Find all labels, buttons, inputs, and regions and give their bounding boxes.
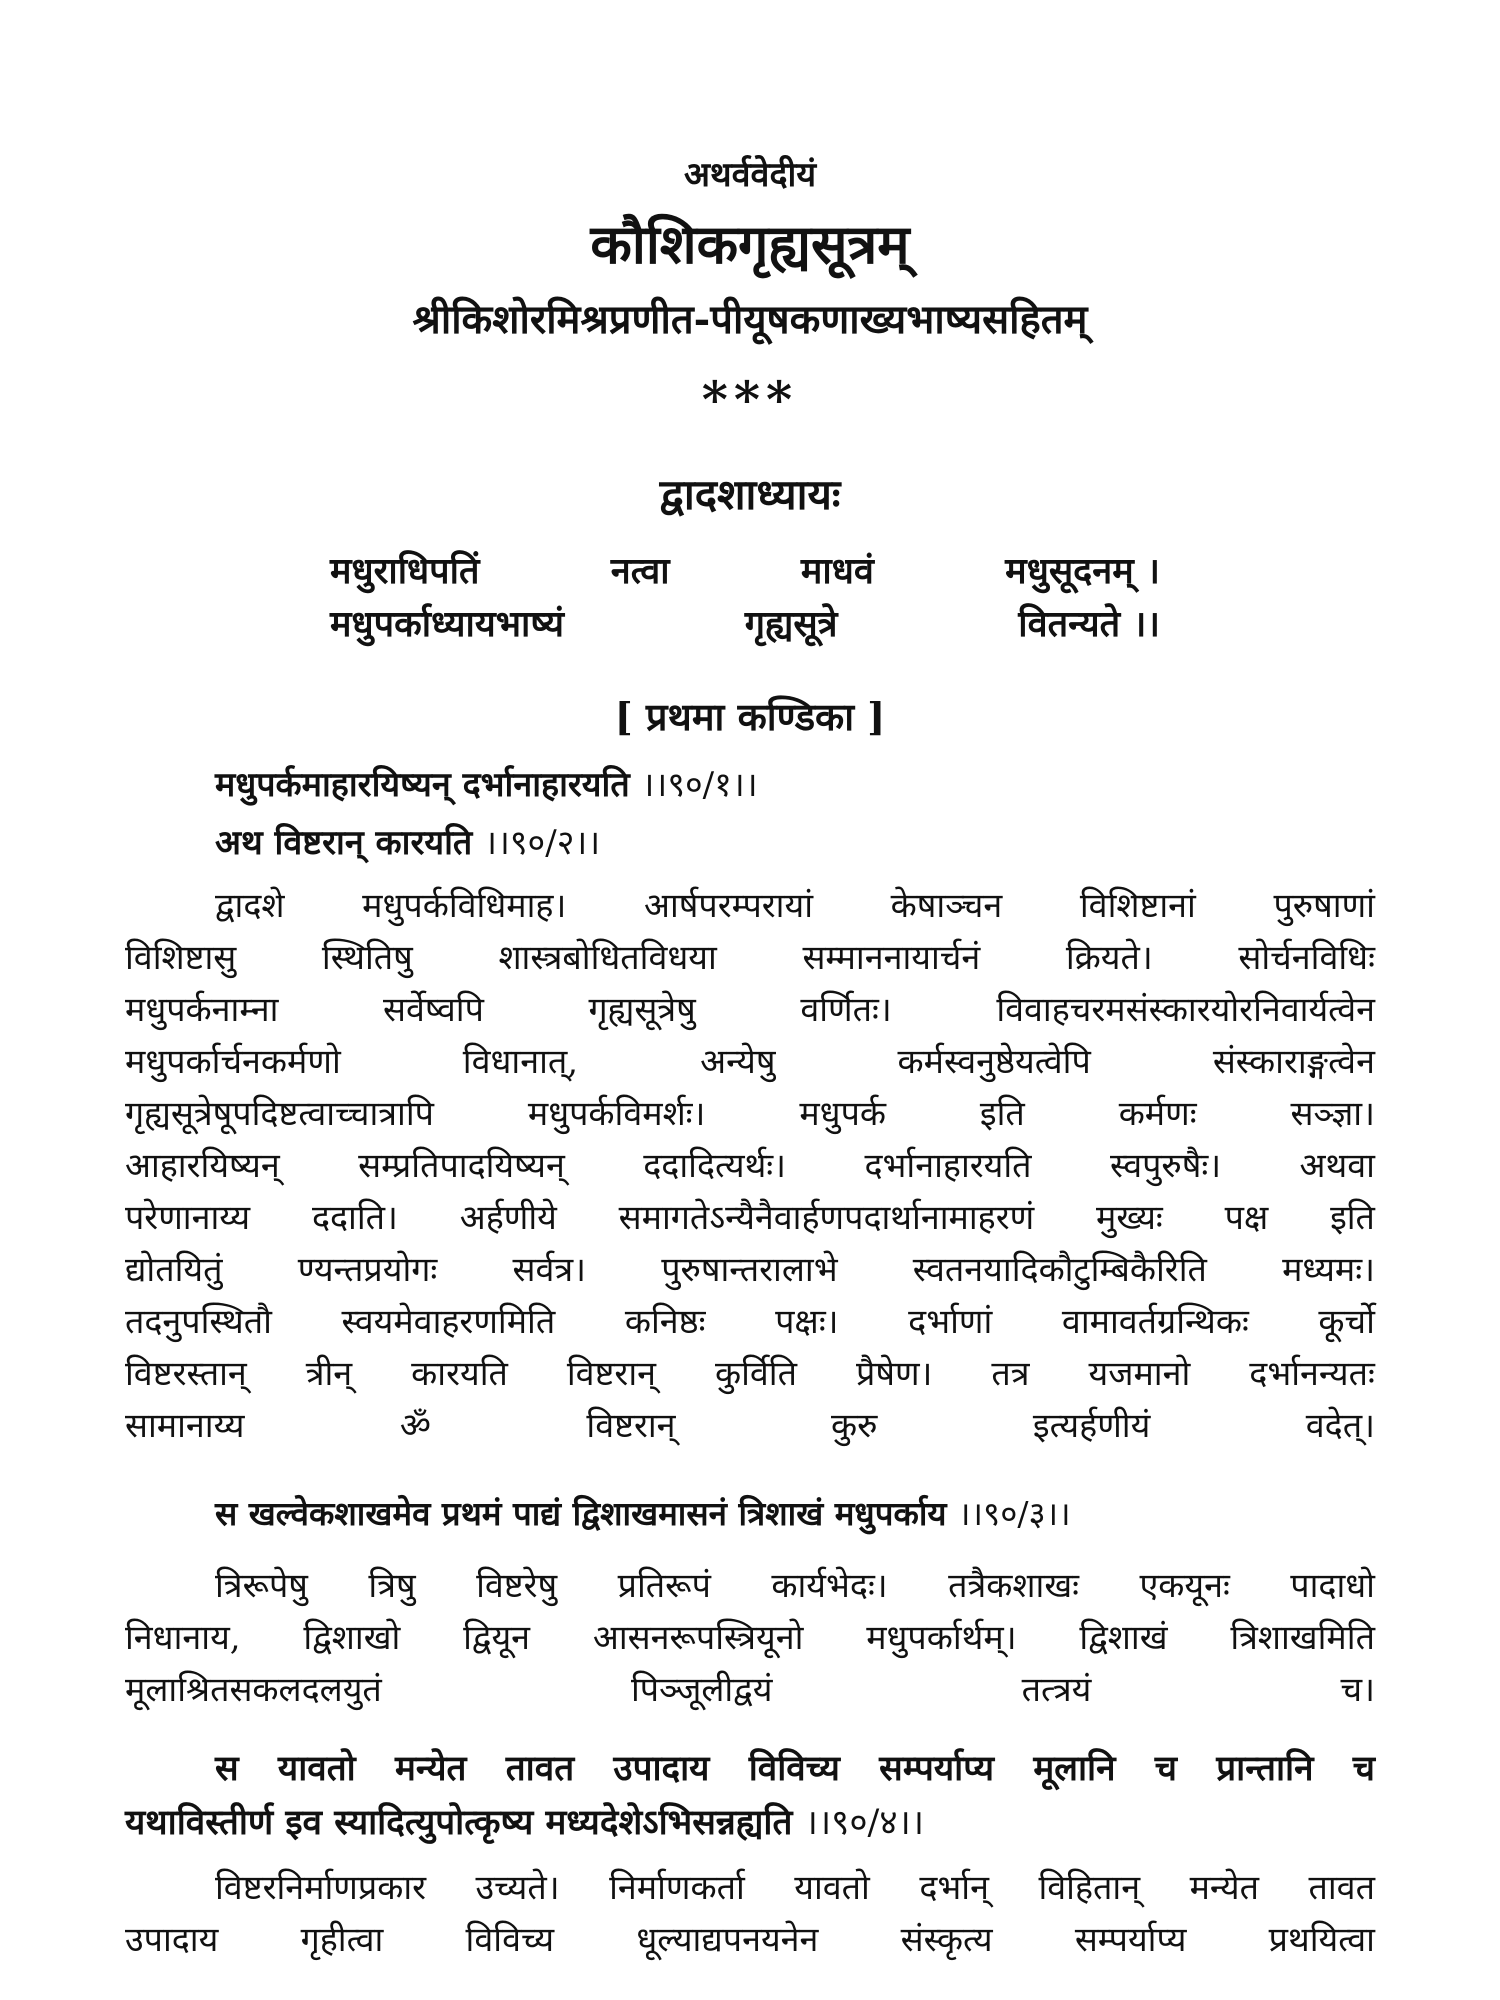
verse-word: माधवं (800, 550, 874, 592)
commentary-line: सामानाय्य ॐ विष्टरान् कुरु इत्यर्हणीयं वदेत्। (125, 1406, 1375, 1446)
commentary-line: तदनुपस्थितौ स्वयमेवाहरणमिति कनिष्ठः पक्षः। दर्भाणां वामावर्तग्रन्थिकः कूर्चो (125, 1302, 1375, 1342)
commentary-line: मूलाश्रितसकलदलयुतं पिञ्जूलीद्वयं तत्त्रयं च। (125, 1670, 1375, 1710)
sutra-text-line-2 (125, 1796, 1375, 1850)
commentary-line: मधुपर्कार्चनकर्मणो विधानात्, अन्येषु कर्मस्वनुष्ठेयत्वेपि संस्काराङ्गत्वेन (125, 1042, 1375, 1082)
sutra-number: ।।९०/१।। (641, 765, 758, 805)
sutra-1 (215, 760, 758, 806)
commentary-line: आहारयिष्यन् सम्प्रतिपादयिष्यन् ददादित्यर्थः। दर्भानाहारयति स्वपुरुषैः। अथवा (125, 1146, 1375, 1186)
book-title: कौशिकगृह्यसूत्रम् (590, 212, 910, 276)
verse-word: मधुसूदनम् । (1005, 550, 1160, 592)
verse-word: मधुराधिपतिं (330, 550, 480, 592)
sutra-number: ।।९०/४।। (804, 1803, 925, 1843)
sutra-text: स खल्वेकशाखमेव प्रथमं पाद्यं द्विशाखमासनं त्रिशाखं मधुपर्काय (215, 1494, 947, 1533)
sutra-number: ।।९०/२।। (484, 823, 601, 863)
commentary-line: निधानाय, द्विशाखो द्वियून आसनरूपस्त्रियूनो मधुपर्कार्थम्। द्विशाखं त्रिशाखमिति (125, 1618, 1375, 1658)
verse-word: मधुपर्काध्यायभाष्यं (330, 603, 565, 645)
sutra-4 (125, 1742, 1375, 1850)
verse-word: नत्वा (610, 550, 670, 592)
sutra-text: मधुपर्कमाहारयिष्यन् दर्भानाहारयति (215, 765, 630, 805)
sutra-text-line: स यावतो मन्येत तावत उपादाय विविच्य सम्पर्याप्य मूलानि च प्रान्तानि च (215, 1748, 1375, 1789)
verse-word: गृह्यसूत्रे (744, 603, 838, 645)
commentary-line: गृह्यसूत्रेषूपदिष्टत्वाच्चात्रापि मधुपर्कविमर्शः। मधुपर्क इति कर्मणः सञ्ज्ञा। (125, 1094, 1375, 1134)
verse-word: वितन्यते ।। (1018, 603, 1160, 645)
commentary-line: द्योतयितुं ण्यन्तप्रयोगः सर्वत्र। पुरुषान्तरालाभे स्वतनयादिकौटुम्बिकैरिति मध्यमः। (125, 1250, 1375, 1290)
commentary-paragraph-2 (125, 1560, 1375, 1716)
sutra-text: यथाविस्तीर्ण इव स्यादित्युपोत्कृष्य मध्यदेशेऽभिसन्नह्यति (125, 1802, 793, 1843)
commentary-paragraph-3 (125, 1862, 1375, 1966)
commentary-line: विशिष्टासु स्थितिषु शास्त्रबोधितविधया सम्माननायार्चनं क्रियते। सोर्चनविधिः (125, 938, 1375, 978)
sutra-3 (215, 1490, 1071, 1535)
invocation-verse-line-2 (330, 598, 1160, 648)
chapter-heading: द्वादशाध्यायः (659, 470, 841, 519)
veda-heading: अथर्ववेदीयं (683, 155, 817, 195)
sutra-2 (215, 818, 600, 864)
commentary-line: विष्टरनिर्माणप्रकार उच्यते। निर्माणकर्ता यावतो दर्भान् विहितान् मन्येत तावत (215, 1868, 1375, 1908)
commentary-line: त्रिरूपेषु त्रिषु विष्टरेषु प्रतिरूपं कार्यभेदः। तत्रैकशाखः एकयूनः पादाधो (215, 1566, 1375, 1606)
sutra-number: ।।९०/३।। (958, 1494, 1071, 1533)
book-subtitle: श्रीकिशोरमिश्रप्रणीत-पीयूषकणाख्यभाष्यसहितम् (412, 296, 1088, 343)
commentary-line: परेणानाय्य ददाति। अर्हणीये समागतेऽन्यैनैवार्हणपदार्थानामाहरणं मुख्यः पक्ष इति (125, 1198, 1375, 1238)
commentary-line: विष्टरस्तान् त्रीन् कारयति विष्टरान् कुर्विति प्रैषेण। तत्र यजमानो दर्भानन्यतः (125, 1354, 1375, 1394)
stars-divider: *** (701, 370, 799, 429)
commentary-line: उपादाय गृहीत्वा विविच्य धूल्याद्यपनयनेन संस्कृत्य सम्पर्याप्य प्रथयित्वा (125, 1920, 1375, 1960)
section-heading: [ प्रथमा कण्डिका ] (614, 694, 886, 739)
commentary-line: द्वादशे मधुपर्कविधिमाह। आर्षपरम्परायां केषाञ्चन विशिष्टानां पुरुषाणां (215, 886, 1375, 926)
commentary-paragraph-1 (125, 880, 1375, 1452)
sutra-text: अथ विष्टरान् कारयति (215, 823, 473, 863)
commentary-line: मधुपर्कनाम्ना सर्वेष्वपि गृह्यसूत्रेषु वर्णितः। विवाहचरमसंस्कारयोरनिवार्यत्वेन (125, 990, 1375, 1030)
invocation-verse-line-1 (330, 545, 1160, 595)
